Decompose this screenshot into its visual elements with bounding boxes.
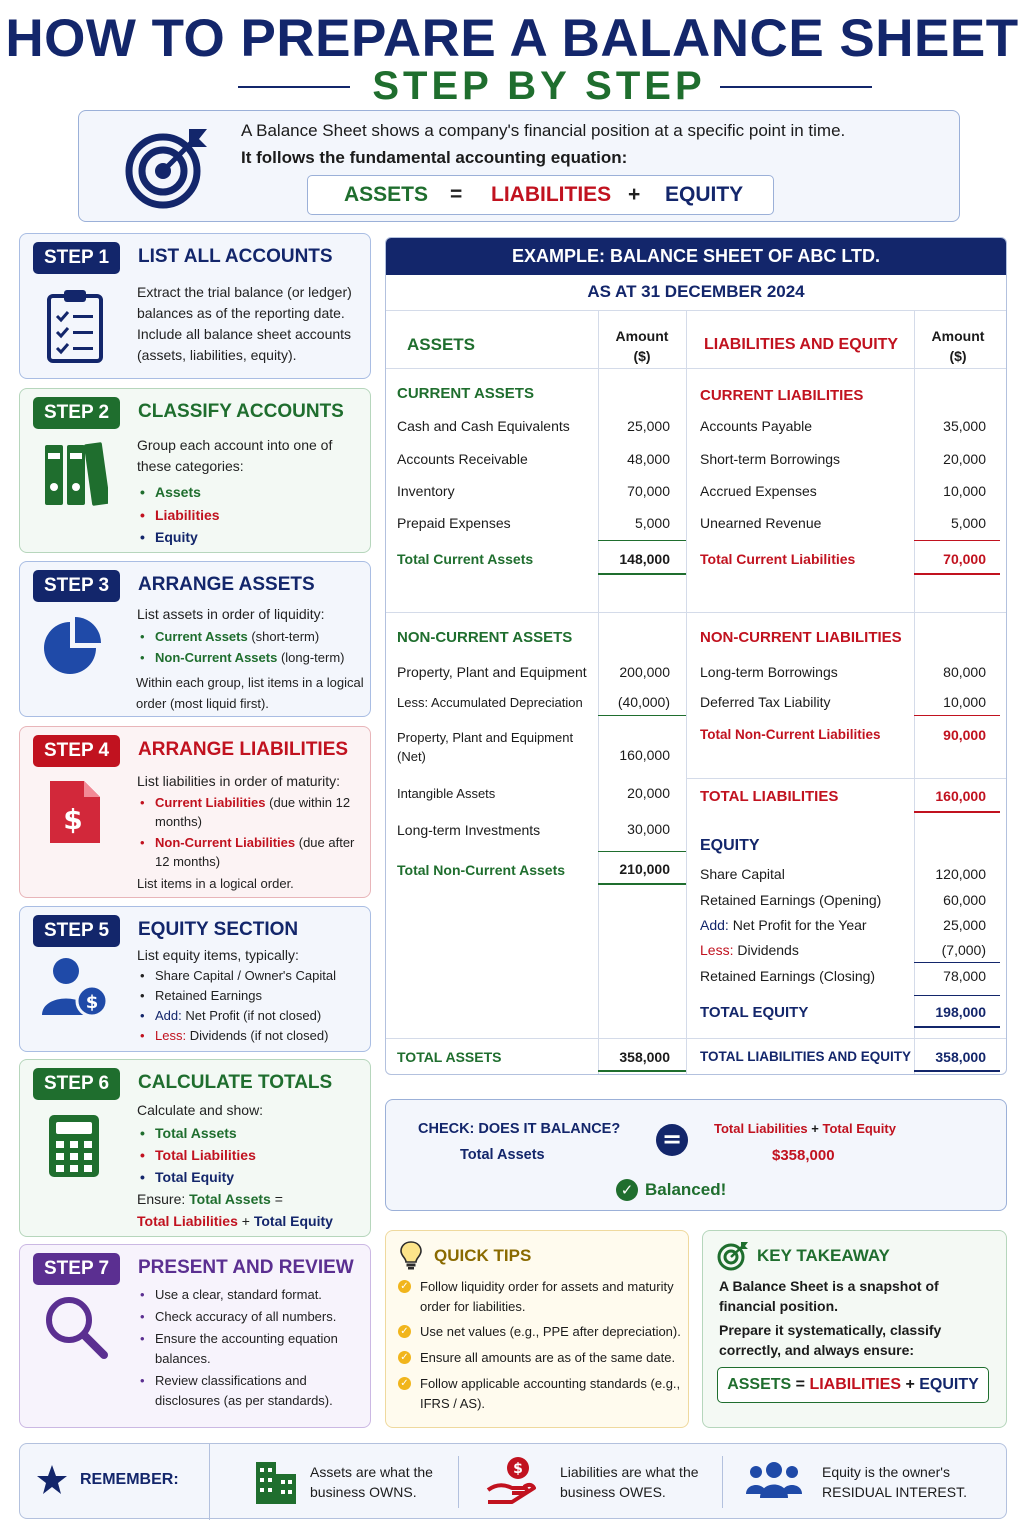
- row-amount: 30,000: [627, 821, 670, 837]
- total-liabilities-label: TOTAL LIABILITIES: [700, 788, 839, 805]
- step-2-card: [19, 388, 371, 553]
- check-icon: ✓: [398, 1280, 411, 1293]
- asset-order-list: [137, 626, 345, 668]
- page-title: HOW TO PREPARE A BALANCE SHEET: [5, 9, 1019, 68]
- row-label: Property, Plant and Equipment (Net): [397, 730, 574, 764]
- hand-dollar-icon: [486, 1456, 538, 1506]
- category-assets: • Assets: [137, 481, 220, 504]
- step-title: LIST ALL ACCOUNTS: [138, 246, 333, 267]
- total-assets-amount: 358,000: [619, 1049, 670, 1065]
- total-assets-label: TOTAL ASSETS: [397, 1049, 502, 1065]
- row-amount: 20,000: [627, 785, 670, 801]
- check-left: Total Assets: [460, 1147, 545, 1163]
- row-amount: 10,000: [943, 483, 986, 499]
- ensure-text: Ensure: Total Assets = Total Liabilities + Total Equity: [137, 1191, 333, 1229]
- balance-sheet-table: [385, 237, 1007, 1075]
- row-amount: 160,000: [619, 747, 670, 763]
- total-le-label: TOTAL LIABILITIES AND EQUITY: [700, 1049, 912, 1064]
- clipboard-checklist-icon: [46, 288, 104, 364]
- list-item: • Check accuracy of all numbers.: [137, 1307, 363, 1327]
- magnifier-icon: [44, 1295, 108, 1359]
- divider: [686, 310, 687, 1075]
- divider: [722, 1456, 723, 1508]
- row-label: Retained Earnings (Opening): [700, 892, 882, 908]
- total-rule: [914, 811, 1000, 813]
- equation-box: [307, 175, 774, 215]
- total-rule: [598, 851, 686, 852]
- total-label: Total Non-Current Liabilities: [700, 727, 881, 742]
- row-label: Less: Accumulated Depreciation: [397, 695, 583, 710]
- divider: [686, 778, 1007, 779]
- step-title: CALCULATE TOTALS: [138, 1072, 333, 1093]
- row-label: Long-term Borrowings: [700, 664, 838, 680]
- step-text: Extract the trial balance (or ledger) balances as of the reporting date. Include all balance sheet accounts (assets, liabilities, equity).: [137, 284, 352, 363]
- intro-line-1: A Balance Sheet shows a company's financial position at a specific point in time.: [241, 121, 846, 140]
- total-label: Total Current Liabilities: [700, 551, 856, 567]
- step-6-card: [19, 1059, 371, 1237]
- row-amount: 20,000: [943, 451, 986, 467]
- total-rule: [598, 540, 686, 541]
- step-1-card: [19, 233, 371, 379]
- section-non-current-assets: NON-CURRENT ASSETS: [397, 629, 573, 646]
- lightbulb-icon: [400, 1240, 422, 1270]
- total-rule: [914, 1070, 1000, 1072]
- check-right: Total Liabilities + Total Equity: [714, 1121, 896, 1136]
- row-amount: 70,000: [627, 483, 670, 499]
- page-subtitle: STEP BY STEP: [372, 64, 706, 108]
- row-amount: 25,000: [943, 917, 986, 933]
- list-item: • Total Liabilities: [137, 1144, 256, 1166]
- list-item: • Share Capital / Owner's Capital: [137, 966, 336, 986]
- row-amount: (40,000): [617, 694, 670, 710]
- row-label: Unearned Revenue: [700, 515, 822, 531]
- eq-plus: +: [628, 183, 641, 206]
- row-amount: 48,000: [627, 451, 670, 467]
- pie-chart-icon: [42, 614, 104, 674]
- amount-header: Amount ($): [615, 328, 669, 364]
- quick-tips-box: QUICK TIPS ✓ Follow liquidity order for assets and maturity order for liabilities. ✓ Use net values (e.g., PPE after depreciation). ✓ Ensure all amounts are as of the same date. ✓ Follow applicable accounting standards (e.g., IFRS / AS).: [385, 1230, 689, 1428]
- step-text: Calculate and show:: [137, 1102, 264, 1118]
- svg-text:$: $: [513, 1461, 523, 1477]
- row-label: Prepaid Expenses: [397, 515, 511, 531]
- intro-line-2: It follows the fundamental accounting equation:: [241, 148, 628, 167]
- total-amount: 210,000: [619, 861, 670, 877]
- row-label: Intangible Assets: [397, 786, 496, 801]
- step-title: ARRANGE ASSETS: [138, 574, 315, 595]
- intro-box: [78, 110, 960, 222]
- total-label: Total Current Assets: [397, 551, 534, 567]
- row-label: Accrued Expenses: [700, 483, 817, 499]
- row-label: Deferred Tax Liability: [700, 694, 831, 710]
- balance-check-box: [385, 1099, 1007, 1211]
- row-label: Less: Dividends: [700, 942, 799, 958]
- step-badge: STEP 3: [33, 570, 120, 602]
- svg-text:$: $: [85, 992, 99, 1013]
- list-item: • Less: Dividends (if not closed): [137, 1026, 336, 1046]
- checkmark-icon: ✓: [616, 1179, 638, 1201]
- target-icon: [717, 1241, 749, 1271]
- section-current-assets: CURRENT ASSETS: [397, 385, 534, 402]
- list-item: • Add: Net Profit (if not closed): [137, 1006, 336, 1026]
- category-equity: • Equity: [137, 526, 220, 549]
- step-7-card: [19, 1244, 371, 1428]
- svg-text:$: $: [63, 803, 83, 836]
- row-amount: 78,000: [943, 968, 986, 984]
- row-label: Accounts Receivable: [397, 451, 528, 467]
- total-rule: [914, 995, 1000, 996]
- step-title: EQUITY SECTION: [138, 919, 299, 940]
- row-label: Share Capital: [700, 866, 785, 882]
- step-title: CLASSIFY ACCOUNTS: [138, 401, 344, 422]
- total-rule: [598, 883, 686, 885]
- total-rule: [914, 1026, 1000, 1028]
- step-text: List equity items, typically:: [137, 947, 299, 963]
- amount-header: Amount ($): [931, 328, 985, 364]
- total-liabilities-amount: 160,000: [935, 788, 986, 804]
- total-rule: [598, 573, 686, 575]
- section-current-liabilities: CURRENT LIABILITIES: [700, 387, 864, 404]
- list-item: • Current Assets (short-term): [137, 626, 345, 647]
- list-item: • Non-Current Liabilities (due after 12 months): [137, 833, 361, 871]
- total-label: Total Non-Current Assets: [397, 862, 566, 878]
- takeaway-p1: A Balance Sheet is a snapshot of financial position.: [719, 1278, 939, 1314]
- step-badge: STEP 4: [33, 735, 120, 767]
- le-header: LIABILITIES AND EQUITY: [704, 336, 899, 353]
- people-icon: [746, 1460, 802, 1500]
- row-amount: 120,000: [935, 866, 986, 882]
- target-icon: [123, 125, 211, 209]
- row-label: Inventory: [397, 483, 455, 499]
- row-amount: 5,000: [634, 515, 670, 531]
- list-item: • Use a clear, standard format.: [137, 1285, 363, 1305]
- assets-header: ASSETS: [407, 335, 476, 354]
- list-item: • Total Assets: [137, 1122, 256, 1144]
- eq-equity: EQUITY: [665, 183, 744, 206]
- total-amount: 90,000: [943, 727, 986, 743]
- step-text: List assets in order of liquidity:: [137, 606, 325, 622]
- total-rule: [914, 540, 1000, 541]
- row-amount: 200,000: [619, 664, 670, 680]
- eq-assets: ASSETS: [344, 183, 429, 206]
- total-equity-label: TOTAL EQUITY: [700, 1004, 809, 1021]
- row-label: Cash and Cash Equivalents: [397, 418, 570, 434]
- step-title: ARRANGE LIABILITIES: [138, 739, 349, 760]
- eq-liabilities: LIABILITIES: [491, 183, 612, 206]
- equity-items-list: [137, 966, 336, 1046]
- remember-liabilities: Liabilities are what the business OWES.: [560, 1464, 699, 1500]
- check-value: $358,000: [772, 1147, 835, 1164]
- total-rule: [914, 715, 1000, 716]
- subtotal-rule: [598, 715, 686, 716]
- remember-equity: Equity is the owner's RESIDUAL INTEREST.: [822, 1464, 967, 1500]
- tips-title: QUICK TIPS: [434, 1246, 532, 1265]
- subtotal-rule: [914, 962, 1000, 963]
- owner-dollar-icon: [40, 957, 110, 1019]
- section-non-current-liabilities: NON-CURRENT LIABILITIES: [700, 629, 902, 646]
- dollar-document-icon: [48, 779, 102, 845]
- totals-list: [137, 1122, 256, 1188]
- divider: [386, 612, 1007, 613]
- star-icon: [36, 1464, 68, 1496]
- row-amount: 80,000: [943, 664, 986, 680]
- divider: [209, 1444, 210, 1520]
- list-item: • Total Equity: [137, 1166, 256, 1188]
- step-note: Within each group, list items in a logical order (most liquid first).: [136, 675, 364, 711]
- balance-sheet-date: AS AT 31 DECEMBER 2024: [587, 282, 805, 301]
- balance-sheet-title: EXAMPLE: BALANCE SHEET OF ABC LTD.: [386, 238, 1006, 275]
- step-text: List liabilities in order of maturity:: [137, 773, 341, 789]
- category-liabilities: • Liabilities: [137, 504, 220, 527]
- list-item: • Current Liabilities (due within 12 months): [137, 793, 361, 831]
- review-list: [137, 1285, 363, 1411]
- key-takeaway-box: [702, 1230, 1007, 1428]
- binders-icon: [44, 441, 108, 507]
- row-amount: 60,000: [943, 892, 986, 908]
- category-list: [137, 481, 220, 549]
- row-amount: 35,000: [943, 418, 986, 434]
- total-rule: [914, 573, 1000, 575]
- row-amount: 25,000: [627, 418, 670, 434]
- step-title: PRESENT AND REVIEW: [138, 1257, 354, 1278]
- takeaway-p2: Prepare it systematically, classify correctly, and always ensure:: [719, 1322, 942, 1358]
- total-le-amount: 358,000: [935, 1049, 986, 1065]
- step-badge: STEP 5: [33, 915, 120, 947]
- row-amount: 5,000: [950, 515, 986, 531]
- calculator-icon: [48, 1114, 100, 1178]
- list-item: • Review classifications and disclosures (as per standards).: [137, 1371, 363, 1411]
- remember-assets: Assets are what the business OWNS.: [310, 1464, 433, 1500]
- row-amount: (7,000): [941, 942, 986, 958]
- row-label: Long-term Investments: [397, 822, 541, 838]
- total-rule: [598, 1070, 686, 1072]
- step-text: Group each account into one of these categories:: [137, 437, 333, 474]
- equals-icon: =: [656, 1124, 688, 1156]
- takeaway-title: KEY TAKEAWAY: [757, 1246, 890, 1265]
- step-badge: STEP 6: [33, 1068, 120, 1100]
- step-badge: STEP 7: [33, 1253, 120, 1285]
- row-label: Short-term Borrowings: [700, 451, 841, 467]
- check-status: Balanced!: [645, 1180, 727, 1199]
- liability-order-list: [137, 793, 361, 871]
- remember-label: REMEMBER:: [80, 1471, 179, 1488]
- eq-equals: =: [450, 183, 463, 206]
- step-badge: STEP 1: [33, 242, 120, 274]
- remember-bar: [19, 1443, 1007, 1519]
- total-amount: 70,000: [943, 551, 986, 567]
- check-icon: ✓: [398, 1377, 411, 1390]
- check-icon: ✓: [398, 1351, 411, 1364]
- total-amount: 148,000: [619, 551, 670, 567]
- check-title: CHECK: DOES IT BALANCE?: [418, 1121, 621, 1137]
- list-item: • Non-Current Assets (long-term): [137, 647, 345, 668]
- step-badge: STEP 2: [33, 397, 120, 429]
- divider: [458, 1456, 459, 1508]
- step-3-card: [19, 561, 371, 717]
- total-equity-amount: 198,000: [935, 1004, 986, 1020]
- step-5-card: [19, 906, 371, 1052]
- list-item: • Retained Earnings: [137, 986, 336, 1006]
- buildings-icon: [254, 1456, 298, 1504]
- section-equity: EQUITY: [700, 837, 760, 854]
- row-label: Add: Net Profit for the Year: [700, 917, 867, 933]
- step-4-card: [19, 726, 371, 898]
- row-label: Accounts Payable: [700, 418, 813, 434]
- row-label: Retained Earnings (Closing): [700, 968, 876, 984]
- row-amount: 10,000: [943, 694, 986, 710]
- check-icon: ✓: [398, 1325, 411, 1338]
- takeaway-equation: ASSETS = LIABILITIES + EQUITY: [717, 1367, 989, 1403]
- step-note: List items in a logical order.: [137, 876, 294, 891]
- divider: [386, 1038, 1007, 1039]
- row-label: Property, Plant and Equipment: [397, 664, 587, 680]
- list-item: • Ensure the accounting equation balances.: [137, 1329, 363, 1369]
